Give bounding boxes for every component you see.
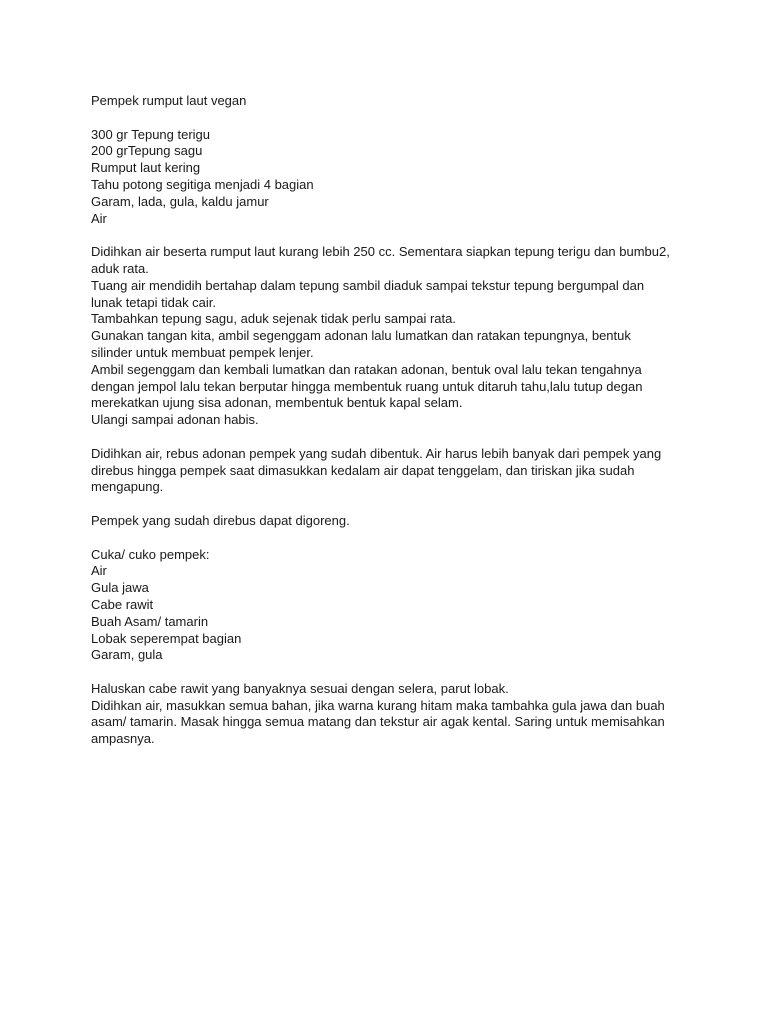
- cuko-ingredient-line: Buah Asam/ tamarin: [91, 613, 209, 629]
- spacer: [91, 429, 691, 446]
- ingredient-line: Tahu potong segitiga menjadi 4 bagian: [91, 176, 314, 192]
- recipe-title: Pempek rumput laut vegan: [91, 93, 247, 108]
- step-line: Ambil segenggam dan kembali lumatkan dan ratakan adonan, bentuk oval lalu tekan tengahnya: [91, 361, 642, 377]
- step-line: Gunakan tangan kita, ambil segenggam adonan lalu lumatkan dan ratakan tepungnya, bentuk: [91, 328, 631, 344]
- cuko-ingredient-line: Cabe rawit: [91, 596, 154, 612]
- step-line: Tambahkan tepung sagu, aduk sejenak tidak perlu sampai rata.: [91, 311, 456, 327]
- step-line: Didihkan air beserta rumput laut kurang lebih 250 cc. Sementara siapkan tepung terigu dan bumbu2,: [91, 244, 670, 260]
- ingredient-line: 300 gr Tepung terigu: [91, 126, 211, 142]
- step-line: silinder untuk membuat pempek lenjer.: [91, 344, 314, 360]
- ingredient-line: Rumput laut kering: [91, 160, 201, 176]
- boiling-line: direbus hingga pempek saat dimasukkan kedalam air dapat tenggelam, dan tiriskan jika sudah: [91, 462, 635, 478]
- cuko-title: Cuka/ cuko pempek:: [91, 546, 210, 562]
- step-line: Tuang air mendidih bertahap dalam tepung sambil diaduk sampai tekstur tepung bergumpal dan: [91, 277, 645, 293]
- ingredient-line: Garam, lada, gula, kaldu jamur: [91, 193, 269, 209]
- spacer: [91, 227, 691, 244]
- step-line: merekatkan ujung sisa adonan, membentuk bentuk kapal selam.: [91, 395, 463, 411]
- cuko-step-line: asam/ tamarin. Masak hingga semua matang dan tekstur air agak kental. Saring untuk memisahkan: [91, 714, 665, 730]
- cuko-ingredients-list: [91, 563, 691, 664]
- cuko-ingredient-line: Air: [91, 563, 107, 579]
- boiling-paragraph: [91, 446, 691, 496]
- spacer: [91, 530, 691, 547]
- cuko-step-line: ampasnya.: [91, 731, 155, 747]
- step-line: dengan jempol lalu tekan berputar hingga membentuk ruang untuk ditaruh tahu,lalu tutup degan: [91, 378, 643, 394]
- steps-paragraph: [91, 244, 691, 429]
- document-page: [91, 93, 691, 748]
- boiling-line: mengapung.: [91, 479, 164, 495]
- step-line: aduk rata.: [91, 260, 149, 276]
- step-line: Ulangi sampai adonan habis.: [91, 412, 259, 428]
- frying-line: Pempek yang sudah direbus dapat digoreng.: [91, 512, 350, 528]
- ingredient-line: 200 grTepung sagu: [91, 143, 203, 159]
- cuko-steps-paragraph: [91, 681, 691, 748]
- spacer: [91, 110, 691, 127]
- ingredients-list: [91, 127, 691, 228]
- cuko-step-line: Haluskan cabe rawit yang banyaknya sesuai dengan selera, parut lobak.: [91, 680, 509, 696]
- cuko-ingredient-line: Gula jawa: [91, 580, 149, 596]
- cuko-ingredient-line: Garam, gula: [91, 647, 163, 663]
- spacer: [91, 496, 691, 513]
- spacer: [91, 664, 691, 681]
- step-line: lunak tetapi tidak cair.: [91, 294, 217, 310]
- boiling-line: Didihkan air, rebus adonan pempek yang sudah dibentuk. Air harus lebih banyak dari pempek yang: [91, 445, 662, 461]
- cuko-ingredient-line: Lobak seperempat bagian: [91, 630, 242, 646]
- ingredient-line: Air: [91, 210, 107, 226]
- cuko-step-line: Didihkan air, masukkan semua bahan, jika warna kurang hitam maka tambahka gula jawa dan buah: [91, 697, 665, 713]
